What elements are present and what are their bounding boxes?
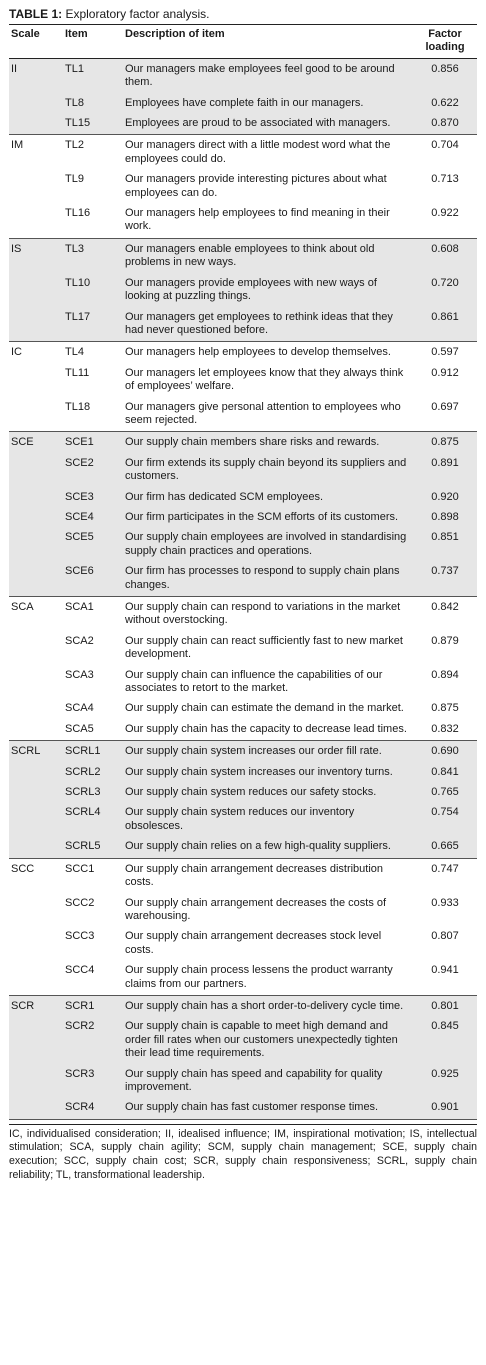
scale-cell — [9, 90, 63, 110]
description-cell: Our supply chain system reduces our safety stocks. — [123, 779, 413, 799]
factor-loading-cell: 0.898 — [413, 504, 477, 524]
table-row — [9, 394, 477, 432]
description-cell: Our managers provide employees with new ways of looking at puzzling things. — [123, 270, 413, 304]
scale-cell — [9, 957, 63, 995]
table-row — [9, 716, 477, 741]
scale-cell — [9, 1013, 63, 1060]
scale-cell: SCA — [11, 601, 34, 613]
factor-loading-cell: 0.875 — [413, 432, 477, 450]
item-cell: SCC3 — [65, 930, 95, 943]
item-cell: SCR4 — [63, 1094, 123, 1119]
factor-loading-cell: 0.801 — [413, 995, 477, 1013]
factor-loading-cell: 0.845 — [413, 1013, 477, 1060]
factor-loading-cell: 0.861 — [413, 304, 477, 342]
item-cell: SCE3 — [63, 484, 123, 504]
table-row — [9, 1094, 477, 1119]
description-cell: Our supply chain process lessens the product warranty claims from our partners. — [123, 957, 413, 995]
table-row — [9, 759, 477, 779]
scale-cell — [9, 695, 63, 715]
scale-cell: SCRL — [9, 741, 63, 759]
description-cell: Our supply chain can respond to variations in the market without overstocking. — [125, 601, 401, 627]
item-cell: SCA2 — [65, 634, 94, 647]
description-cell: Our firm has processes to respond to supply chain plans changes. — [123, 558, 413, 596]
scale-cell — [9, 799, 63, 833]
scale-cell — [9, 304, 63, 342]
table-row — [9, 360, 477, 394]
item-cell: TL3 — [63, 238, 123, 269]
description-cell: Our supply chain system increases our order fill rate. — [123, 741, 413, 759]
description-cell: Our managers help employees to develop themselves. — [125, 346, 391, 359]
table-row — [9, 890, 477, 924]
scale-group — [9, 741, 477, 858]
item-cell: SCE4 — [63, 504, 123, 524]
table-row — [9, 304, 477, 342]
factor-loading-cell: 0.690 — [413, 741, 477, 759]
item-cell: TL16 — [63, 200, 123, 238]
description-cell: Our supply chain can react sufficiently fast to new market development. — [125, 634, 403, 661]
scale-cell: IM — [11, 139, 24, 152]
description-cell: Our supply chain system increases our inventory turns. — [123, 759, 413, 779]
factor-loading-cell: 0.875 — [431, 702, 459, 715]
scale-cell — [9, 779, 63, 799]
factor-loading-cell: 0.597 — [431, 346, 459, 359]
table-row — [9, 799, 477, 833]
factor-loading-cell: 0.807 — [431, 930, 459, 943]
scale-cell — [9, 759, 63, 779]
table-row — [9, 957, 477, 995]
table-row — [9, 695, 477, 715]
factor-loading-cell: 0.901 — [413, 1094, 477, 1119]
scale-cell: IC — [11, 346, 22, 359]
factor-loading-cell: 0.832 — [413, 716, 477, 741]
item-cell: SCE1 — [63, 432, 123, 450]
scale-cell — [9, 1094, 63, 1119]
scale-cell — [9, 716, 63, 741]
item-cell: TL4 — [65, 346, 84, 359]
table-row — [9, 833, 477, 858]
factor-loading-cell: 0.925 — [413, 1061, 477, 1095]
table-label: TABLE 1: — [9, 7, 63, 21]
factor-loading-cell: 0.704 — [431, 139, 459, 152]
table-row — [9, 270, 477, 304]
scale-cell — [9, 833, 63, 858]
description-cell: Our managers enable employees to think about old problems in new ways. — [123, 238, 413, 269]
table-row — [9, 995, 477, 1013]
scale-cell: II — [9, 58, 63, 89]
item-cell: TL17 — [63, 304, 123, 342]
factor-loading-cell: 0.941 — [413, 957, 477, 995]
scale-group — [9, 342, 477, 432]
table-row — [9, 662, 477, 696]
description-cell: Our supply chain can estimate the demand in the market. — [125, 702, 404, 715]
factor-loading-cell: 0.920 — [413, 484, 477, 504]
factor-loading-cell: 0.922 — [413, 200, 477, 238]
item-cell: SCRL3 — [63, 779, 123, 799]
item-cell: SCA4 — [65, 702, 94, 715]
item-cell: SCRL4 — [63, 799, 123, 833]
description-cell: Our managers direct with a little modest word what the employees could do. — [125, 139, 391, 165]
item-cell: SCC2 — [65, 896, 95, 909]
scale-group — [9, 58, 477, 135]
description-cell: Our supply chain arrangement decreases stock level costs. — [125, 930, 382, 956]
table-row — [9, 597, 477, 628]
scale-cell — [9, 923, 63, 957]
item-cell: SCRL2 — [63, 759, 123, 779]
description-cell: Our supply chain has a short order-to-delivery cycle time. — [123, 995, 413, 1013]
item-cell: TL8 — [63, 90, 123, 110]
description-cell: Our supply chain has speed and capability for quality improvement. — [123, 1061, 413, 1095]
factor-loading-cell: 0.912 — [431, 366, 459, 379]
scale-cell — [9, 484, 63, 504]
factor-loading-cell: 0.747 — [431, 862, 459, 875]
factor-loading-cell: 0.754 — [413, 799, 477, 833]
description-cell: Our managers give personal attention to employees who seem rejected. — [123, 394, 413, 432]
table-row — [9, 90, 477, 110]
table-row — [9, 58, 477, 89]
item-cell: TL18 — [63, 394, 123, 432]
table-row — [9, 450, 477, 484]
scale-cell — [9, 524, 63, 558]
table-row — [9, 741, 477, 759]
item-cell: SCRL5 — [63, 833, 123, 858]
table-row — [9, 558, 477, 596]
scale-cell — [9, 394, 63, 432]
header-description: Description of item — [123, 25, 413, 59]
item-cell: SCC1 — [65, 862, 95, 875]
item-cell: TL10 — [63, 270, 123, 304]
factor-loading-cell: 0.665 — [413, 833, 477, 858]
header-item: Item — [63, 25, 123, 59]
description-cell: Our supply chain members share risks and rewards. — [123, 432, 413, 450]
scale-group — [9, 597, 477, 741]
item-cell: TL15 — [63, 110, 123, 135]
description-cell: Our supply chain relies on a few high-quality suppliers. — [123, 833, 413, 858]
description-cell: Our supply chain arrangement decreases the costs of warehousing. — [125, 896, 387, 922]
factor-loading-cell: 0.697 — [413, 394, 477, 432]
description-cell: Our supply chain employees are involved in standardising supply chain practices and operations. — [123, 524, 413, 558]
factor-loading-cell: 0.765 — [413, 779, 477, 799]
table-row — [9, 200, 477, 238]
header-row — [9, 25, 477, 59]
scale-cell — [9, 270, 63, 304]
item-cell: SCA5 — [63, 716, 123, 741]
scale-group — [9, 995, 477, 1119]
factor-loading-cell: 0.737 — [413, 558, 477, 596]
table-caption — [9, 7, 477, 22]
scale-cell — [9, 628, 63, 662]
header-factor-loading: Factor loading — [413, 25, 477, 59]
scale-group — [9, 858, 477, 995]
scale-cell — [9, 166, 63, 200]
scale-cell — [9, 662, 63, 696]
description-cell: Our managers get employees to rethink ideas that they had never questioned before. — [123, 304, 413, 342]
item-cell: TL11 — [65, 366, 90, 379]
item-cell: SCR2 — [63, 1013, 123, 1060]
table-row — [9, 110, 477, 135]
item-cell: SCE2 — [63, 450, 123, 484]
factor-analysis-table — [9, 24, 477, 1120]
description-cell: Our managers make employees feel good to be around them. — [123, 58, 413, 89]
factor-loading-cell: 0.608 — [413, 238, 477, 269]
item-cell: SCRL1 — [63, 741, 123, 759]
factor-loading-cell: 0.879 — [431, 634, 459, 647]
item-cell: SCE6 — [63, 558, 123, 596]
description-cell: Our managers let employees know that they always think of employees’ welfare. — [125, 366, 404, 393]
factor-loading-cell: 0.622 — [413, 90, 477, 110]
item-cell: SCR3 — [63, 1061, 123, 1095]
factor-loading-cell: 0.856 — [413, 58, 477, 89]
scale-group — [9, 135, 477, 238]
scale-cell: SCR — [9, 995, 63, 1013]
item-cell: SCC4 — [63, 957, 123, 995]
description-cell: Our supply chain is capable to meet high demand and order fill rates when our customers unexpectedly tighten their lead time requirements. — [123, 1013, 413, 1060]
factor-loading-cell: 0.841 — [413, 759, 477, 779]
scale-cell: SCC — [11, 862, 35, 875]
description-cell: Our supply chain arrangement decreases distribution costs. — [125, 862, 384, 889]
table-row — [9, 432, 477, 450]
factor-loading-cell: 0.720 — [413, 270, 477, 304]
description-cell: Our supply chain has the capacity to decrease lead times. — [123, 716, 413, 741]
scale-group — [9, 432, 477, 597]
table-row — [9, 504, 477, 524]
table-row — [9, 238, 477, 269]
description-cell: Our firm extends its supply chain beyond its suppliers and customers. — [123, 450, 413, 484]
table-row — [9, 628, 477, 662]
item-cell: SCE5 — [63, 524, 123, 558]
table-row — [9, 1061, 477, 1095]
item-cell: SCA3 — [65, 668, 94, 681]
factor-loading-cell: 0.891 — [413, 450, 477, 484]
scale-cell — [9, 110, 63, 135]
item-cell: TL1 — [63, 58, 123, 89]
description-cell: Employees have complete faith in our managers. — [123, 90, 413, 110]
factor-loading-cell: 0.894 — [431, 668, 459, 681]
factor-loading-cell: 0.870 — [413, 110, 477, 135]
description-cell: Our supply chain can influence the capabilities of our associates to retort to the market. — [125, 668, 383, 695]
description-cell: Employees are proud to be associated with managers. — [123, 110, 413, 135]
table-row — [9, 779, 477, 799]
item-cell: SCA1 — [65, 601, 94, 613]
table-title: Exploratory factor analysis. — [65, 7, 210, 21]
description-cell: Our firm has dedicated SCM employees. — [123, 484, 413, 504]
description-cell: Our supply chain system reduces our inventory obsolesces. — [123, 799, 413, 833]
scale-cell — [9, 360, 63, 394]
table-row — [9, 923, 477, 957]
scale-cell — [9, 890, 63, 924]
table-row — [9, 524, 477, 558]
table-row — [9, 135, 477, 166]
factor-loading-cell: 0.851 — [413, 524, 477, 558]
scale-cell: SCE — [9, 432, 63, 450]
factor-loading-cell: 0.933 — [431, 896, 459, 909]
factor-loading-cell: 0.842 — [431, 601, 459, 613]
scale-cell — [9, 1061, 63, 1095]
table-footnote: IC, individualised consideration; II, idealised influence; IM, inspirational motivation; IS, intellectual stimulation; SCA, supply chain agility; SCM, supply chain management; SCE, supply chain execution; SCC, supply chain cost; SCR, supply chain responsiveness; SCRL, supply chain reliability; TL, transformational leadership. — [9, 1124, 477, 1182]
table-row — [9, 342, 477, 360]
scale-cell: IS — [9, 238, 63, 269]
table-row — [9, 1013, 477, 1060]
scale-cell — [9, 558, 63, 596]
scale-group — [9, 238, 477, 341]
header-scale: Scale — [9, 25, 63, 59]
scale-cell — [9, 450, 63, 484]
table-row — [9, 484, 477, 504]
table-row — [9, 166, 477, 200]
scale-cell — [9, 200, 63, 238]
table-row — [9, 858, 477, 889]
description-cell: Our managers help employees to find meaning in their work. — [123, 200, 413, 238]
item-cell: TL2 — [65, 139, 84, 152]
item-cell: TL9 — [65, 173, 84, 186]
description-cell: Our supply chain has fast customer response times. — [123, 1094, 413, 1119]
factor-loading-cell: 0.713 — [431, 173, 459, 186]
item-cell: SCR1 — [63, 995, 123, 1013]
description-cell: Our firm participates in the SCM efforts of its customers. — [123, 504, 413, 524]
description-cell: Our managers provide interesting pictures about what employees can do. — [125, 173, 387, 199]
scale-cell — [9, 504, 63, 524]
